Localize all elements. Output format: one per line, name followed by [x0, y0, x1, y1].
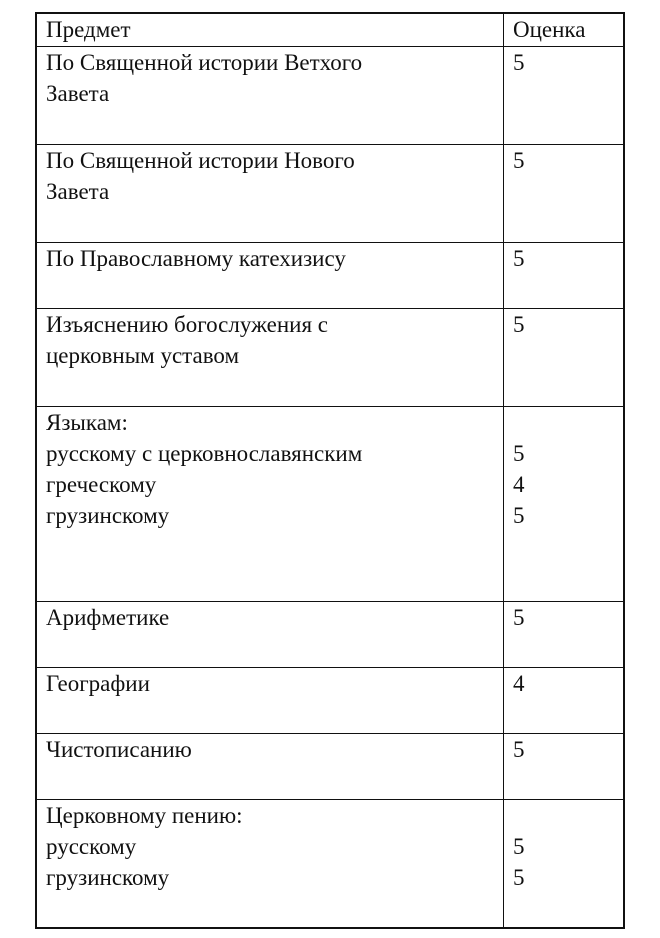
subject-cell [36, 242, 504, 308]
grade-value: 5 [513, 147, 525, 173]
grade-cell [504, 144, 625, 242]
table-row [36, 733, 624, 799]
subject-cell [36, 601, 504, 667]
table-header-row [36, 13, 624, 46]
table-row [36, 46, 624, 144]
subject-cell [36, 799, 504, 928]
grades-table [35, 12, 625, 929]
table-row [36, 144, 624, 242]
grade-cell [504, 799, 625, 928]
table-row [36, 406, 624, 601]
grade-value: 4 [513, 670, 525, 696]
table-row [36, 242, 624, 308]
grade-value [513, 800, 623, 831]
grade-cell [504, 406, 625, 601]
subject-line: греческому [46, 471, 157, 497]
subject-line: Географии [46, 670, 150, 696]
subject-cell [36, 733, 504, 799]
subject-cell [36, 308, 504, 406]
grade-value: 5 [513, 49, 525, 75]
subject-line: русскому [46, 833, 137, 859]
grade-value: 4 [513, 471, 525, 497]
grade-value: 5 [513, 440, 525, 466]
subject-cell [36, 46, 504, 144]
grade-value: 5 [513, 502, 525, 528]
header-subject: Предмет [36, 13, 504, 46]
subject-line: Чистописанию [46, 736, 192, 762]
header-grade: Оценка [504, 13, 625, 46]
table-row [36, 799, 624, 928]
subject-line: грузинскому [46, 864, 170, 890]
subject-line: Завета [46, 80, 110, 106]
subject-line: По Православному катехизису [46, 245, 346, 271]
subject-line: грузинскому [46, 502, 170, 528]
grade-cell [504, 667, 625, 733]
subject-line: Языкам: [46, 409, 128, 435]
grade-cell [504, 308, 625, 406]
subject-line: Изъяснению богослужения с [46, 311, 329, 337]
grade-cell [504, 733, 625, 799]
table-row [36, 308, 624, 406]
subject-cell [36, 667, 504, 733]
grade-value: 5 [513, 245, 525, 271]
table-row [36, 601, 624, 667]
grade-cell [504, 46, 625, 144]
grade-value: 5 [513, 311, 525, 337]
grade-value: 5 [513, 864, 525, 890]
subject-line: Арифметике [46, 604, 170, 630]
table-row [36, 667, 624, 733]
grade-value: 5 [513, 604, 525, 630]
subject-line: Церковному пению: [46, 802, 243, 828]
subject-cell [36, 144, 504, 242]
subject-line: По Священной истории Ветхого [46, 49, 363, 75]
subject-cell [36, 406, 504, 601]
grade-cell [504, 242, 625, 308]
grade-value: 5 [513, 833, 525, 859]
subject-line: русскому с церковнославянским [46, 440, 363, 466]
grade-value [513, 407, 623, 438]
subject-line: Завета [46, 178, 110, 204]
subject-line: церковным уставом [46, 342, 240, 368]
grade-cell [504, 601, 625, 667]
subject-line: По Священной истории Нового [46, 147, 355, 173]
grade-value: 5 [513, 736, 525, 762]
